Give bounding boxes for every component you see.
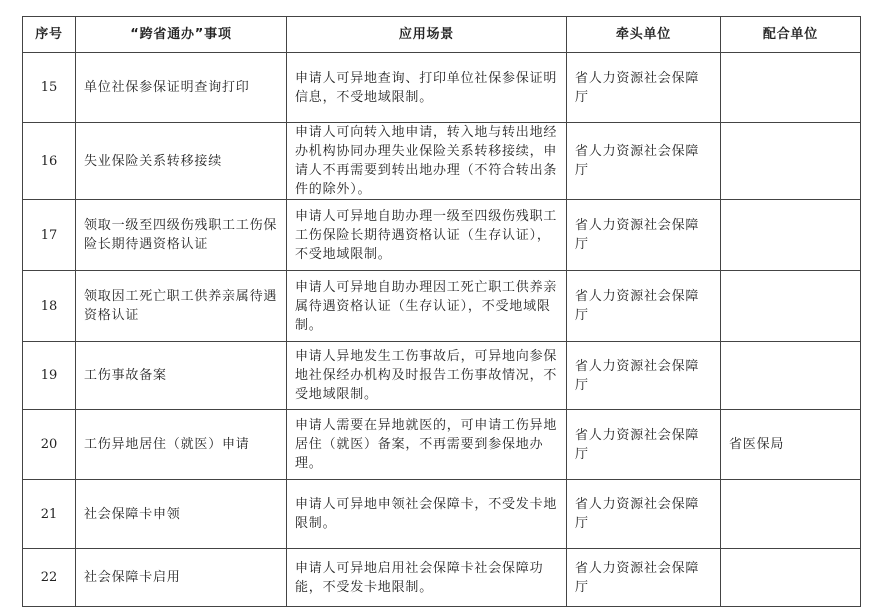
services-table	[22, 16, 861, 607]
cell-scenario: 申请人可异地自助办理因工死亡职工供养亲属待遇资格认证（生存认证），不受地域限制。	[287, 271, 567, 342]
cell-item: 社会保障卡启用	[76, 549, 287, 607]
cell-number: 17	[23, 200, 76, 271]
cell-number: 20	[23, 410, 76, 480]
header-no: 序号	[23, 17, 76, 53]
cell-lead-unit: 省人力资源社会保障厅	[567, 410, 721, 480]
cell-number: 21	[23, 480, 76, 549]
cell-assist-unit	[721, 480, 861, 549]
header-assist: 配合单位	[721, 17, 861, 53]
cell-lead-unit: 省人力资源社会保障厅	[567, 342, 721, 410]
cell-number: 15	[23, 53, 76, 123]
cell-assist-unit	[721, 549, 861, 607]
table-row	[23, 410, 861, 480]
cell-item: 社会保障卡申领	[76, 480, 287, 549]
cell-lead-unit: 省人力资源社会保障厅	[567, 53, 721, 123]
cell-assist-unit	[721, 342, 861, 410]
header-lead: 牵头单位	[567, 17, 721, 53]
cell-item: 工伤事故备案	[76, 342, 287, 410]
cell-lead-unit: 省人力资源社会保障厅	[567, 123, 721, 200]
table-row	[23, 123, 861, 200]
table-row	[23, 342, 861, 410]
cell-assist-unit	[721, 271, 861, 342]
cell-item: 领取因工死亡职工供养亲属待遇资格认证	[76, 271, 287, 342]
header-row	[23, 17, 861, 53]
cell-scenario: 申请人可异地启用社会保障卡社会保障功能，不受发卡地限制。	[287, 549, 567, 607]
cell-scenario: 申请人可向转入地申请，转入地与转出地经办机构协同办理失业保险关系转移接续，申请人不再需要到转出地办理（不符合转出条件的除外）。	[287, 123, 567, 200]
cell-assist-unit	[721, 200, 861, 271]
table-row	[23, 53, 861, 123]
cell-scenario: 申请人可异地查询、打印单位社保参保证明信息，不受地域限制。	[287, 53, 567, 123]
cell-number: 16	[23, 123, 76, 200]
cell-item: 领取一级至四级伤残职工工伤保险长期待遇资格认证	[76, 200, 287, 271]
cell-assist-unit	[721, 123, 861, 200]
cell-lead-unit: 省人力资源社会保障厅	[567, 271, 721, 342]
table-row	[23, 271, 861, 342]
header-scenario: 应用场景	[287, 17, 567, 53]
cell-item: 失业保险关系转移接续	[76, 123, 287, 200]
header-item: “跨省通办”事项	[76, 17, 287, 53]
cell-lead-unit: 省人力资源社会保障厅	[567, 480, 721, 549]
cell-scenario: 申请人可异地申领社会保障卡，不受发卡地限制。	[287, 480, 567, 549]
cell-number: 18	[23, 271, 76, 342]
cell-scenario: 申请人需要在异地就医的，可申请工伤异地居住（就医）备案，不再需要到参保地办理。	[287, 410, 567, 480]
cell-item: 工伤异地居住（就医）申请	[76, 410, 287, 480]
cell-scenario: 申请人可异地自助办理一级至四级伤残职工工伤保险长期待遇资格认证（生存认证），不受地域限制。	[287, 200, 567, 271]
cell-assist-unit: 省医保局	[721, 410, 861, 480]
cell-scenario: 申请人异地发生工伤事故后，可异地向参保地社保经办机构及时报告工伤事故情况，不受地域限制。	[287, 342, 567, 410]
cell-number: 19	[23, 342, 76, 410]
cell-lead-unit: 省人力资源社会保障厅	[567, 549, 721, 607]
table-row	[23, 200, 861, 271]
cell-number: 22	[23, 549, 76, 607]
table-row	[23, 549, 861, 607]
cell-lead-unit: 省人力资源社会保障厅	[567, 200, 721, 271]
cell-item: 单位社保参保证明查询打印	[76, 53, 287, 123]
cell-assist-unit	[721, 53, 861, 123]
table-row	[23, 480, 861, 549]
